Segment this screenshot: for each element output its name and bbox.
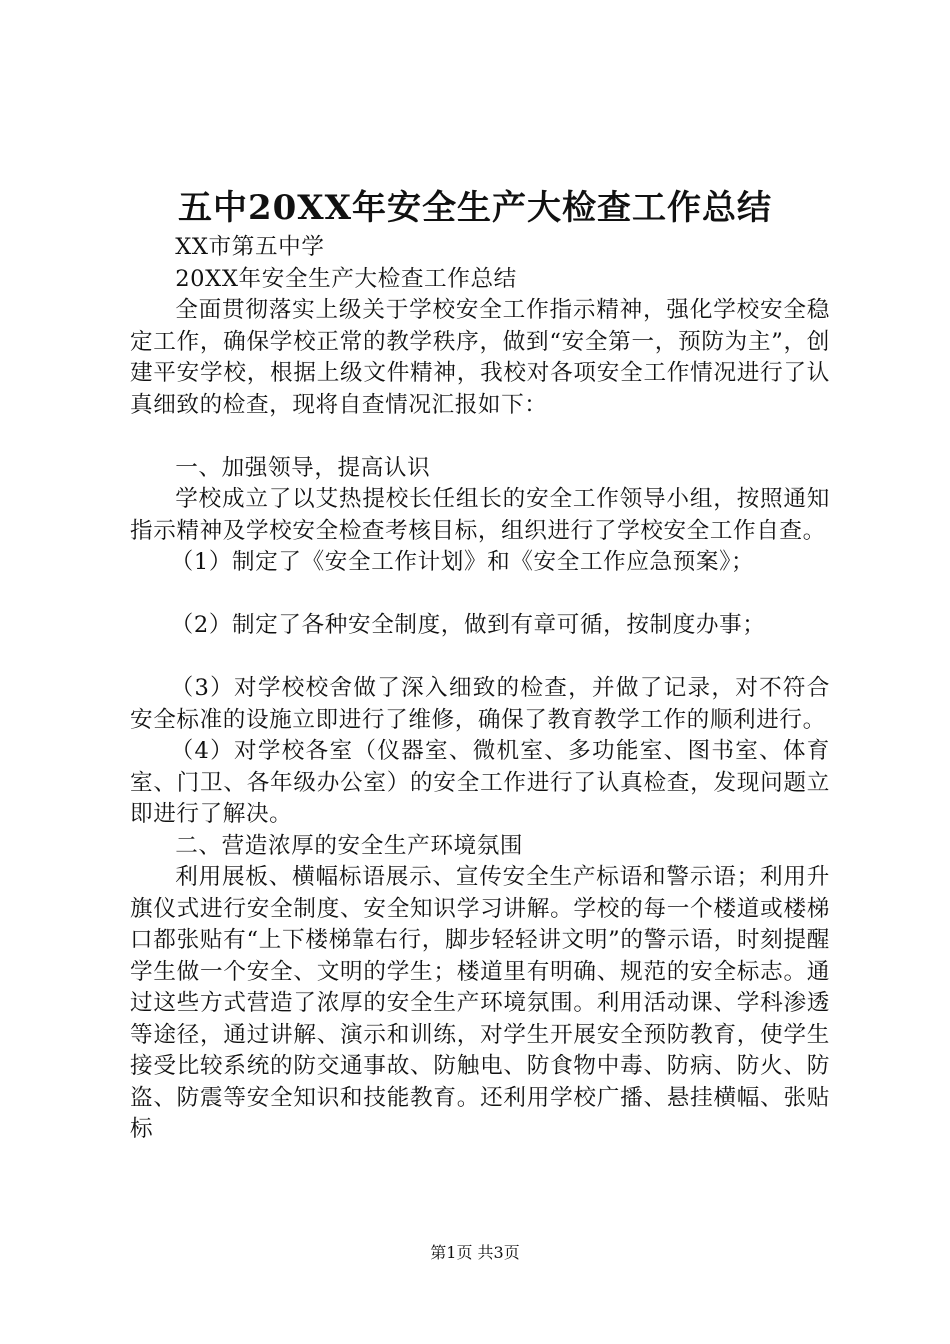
document-subtitle: 20XX年安全生产大检查工作总结 [175, 265, 517, 292]
school-name: XX市第五中学 [175, 234, 325, 260]
page-footer: 第1页 共3页 [430, 1243, 520, 1262]
list-item-2: （2）制定了各种安全制度，做到有章可循，按制度办事； [170, 612, 766, 638]
list-item-1: （1）制定了《安全工作计划》和《安全工作应急预案》； [170, 549, 755, 575]
paragraph-intro: 全面贯彻落实上级关于学校安全工作指示精神，强化学校安全稳定工作，确保学校正常的教学秩序，做到“安全第一，预防为主”，创建平安学校，根据上级文件精神，我校对各项安全工作情况进行了认真细致的检查，现将自查情况汇报如下： [130, 297, 830, 418]
list-item-4: （4）对学校各室（仪器室、微机室、多功能室、图书室、体育室、门卫、各年级办公室）的安全工作进行了认真检查，发现问题立即进行了解决。 [130, 738, 830, 827]
section-heading-1: 一、加强领导，提高认识 [175, 454, 431, 481]
list-item-3: （3）对学校校舍做了深入细致的检查，并做了记录，对不符合安全标准的设施立即进行了维修，确保了教育教学工作的顺利进行。 [130, 675, 830, 733]
paragraph-section-1: 学校成立了以艾热提校长任组长的安全工作领导小组，按照通知指示精神及学校安全检查考核目标，组织进行了学校安全工作自查。 [130, 486, 830, 544]
document-body [130, 232, 830, 1146]
paragraph-section-2: 利用展板、横幅标语展示、宣传安全生产标语和警示语；利用升旗仪式进行安全制度、安全知识学习讲解。学校的每一个楼道或楼梯口都张贴有“上下楼梯靠右行，脚步轻轻讲文明”的警示语，时刻提醒学生做一个安全、文明的学生；楼道里有明确、规范的安全标志。通过这些方式营造了浓厚的安全生产环境氛围。利用活动课、学科渗透等途径，通过讲解、演示和训练，对学生开展安全预防教育，使学生接受比较系统的防交通事故、防触电、防食物中毒、防病、防火、防盗、防震等安全知识和技能教育。还利用学校广播、悬挂横幅、张贴标 [130, 864, 830, 1142]
section-heading-2: 二、营造浓厚的安全生产环境氛围 [175, 832, 524, 859]
document-title: 五中20XX年安全生产大检查工作总结 [177, 188, 773, 228]
